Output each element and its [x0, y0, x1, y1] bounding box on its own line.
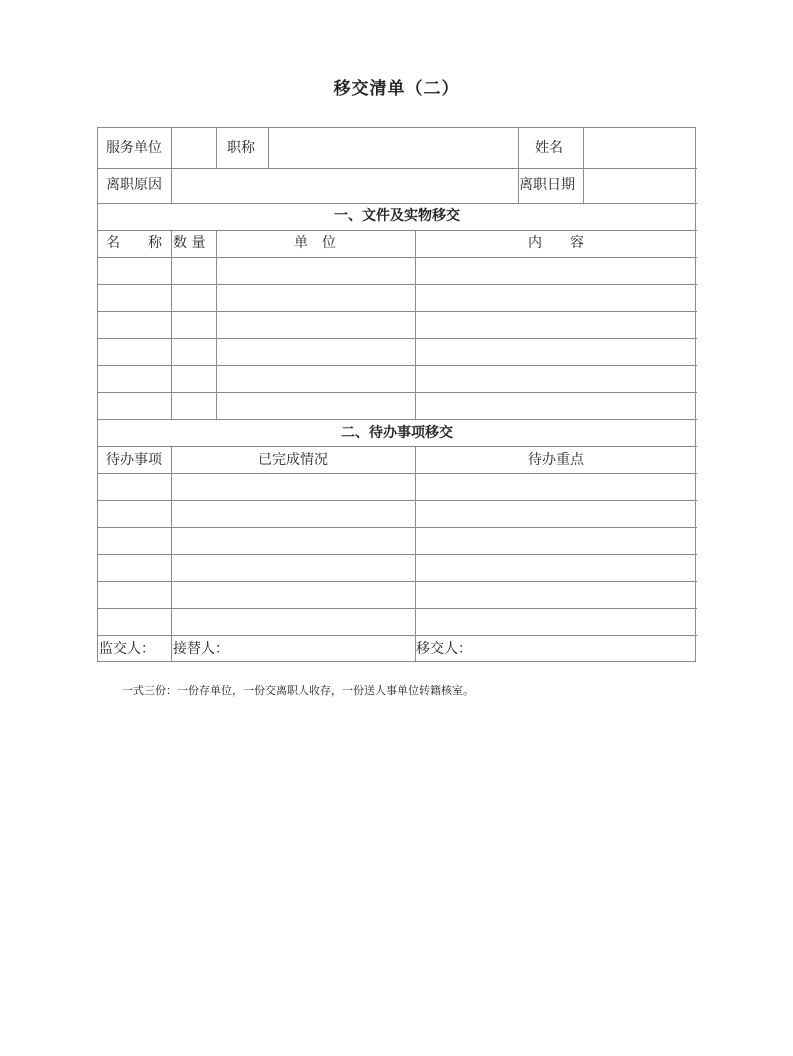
col-divider [216, 230, 217, 419]
col-divider [518, 128, 519, 168]
column-header-quantity: 数 量 [173, 235, 206, 251]
col-divider [415, 230, 416, 419]
service-unit-field[interactable] [174, 140, 214, 156]
row-divider [98, 608, 697, 609]
job-title-field[interactable] [272, 140, 512, 156]
column-header-content: 内 容 [528, 235, 584, 251]
row-divider [98, 284, 697, 285]
row-divider [98, 365, 697, 366]
row-divider [98, 473, 697, 474]
column-header-pending-item: 待办事项 [106, 452, 162, 468]
row-divider [98, 635, 697, 636]
footnote: 一式三份：一份存单位，一份交离职人收存，一份送人事单位转籍核室。 [122, 684, 474, 697]
row-divider [98, 203, 697, 204]
service-unit-label: 服务单位 [106, 140, 162, 156]
row-divider [98, 446, 697, 447]
col-divider [268, 128, 269, 168]
job-title-label: 职称 [227, 140, 255, 156]
row-divider [98, 257, 697, 258]
col-divider [583, 128, 584, 168]
successor-label: 接替人： [173, 641, 229, 657]
section2-title: 二、待办事项移交 [341, 425, 453, 441]
page-title: 移交清单（二） [333, 79, 460, 99]
handover-form [97, 127, 696, 662]
row-divider [98, 311, 697, 312]
row-divider [98, 230, 697, 231]
col-divider [171, 230, 172, 419]
col-divider [415, 446, 416, 662]
column-header-pending-focus: 待办重点 [528, 452, 584, 468]
leave-reason-label: 离职原因 [106, 177, 162, 193]
name-field[interactable] [588, 140, 692, 156]
row-divider [98, 338, 697, 339]
row-divider [98, 500, 697, 501]
supervisor-label: 监交人： [99, 641, 155, 657]
row-divider [98, 554, 697, 555]
transferor-label: 移交人： [416, 641, 472, 657]
col-divider [171, 446, 172, 662]
row-divider [98, 392, 697, 393]
col-divider [171, 128, 172, 168]
name-label: 姓名 [535, 140, 563, 156]
row-divider [98, 419, 697, 420]
section1-title: 一、文件及实物移交 [334, 208, 460, 224]
row-divider [98, 168, 697, 169]
col-divider [583, 168, 584, 203]
column-header-name: 名 称 [106, 235, 162, 251]
leave-date-label: 离职日期 [519, 177, 575, 193]
col-divider [171, 168, 172, 203]
leave-reason-field[interactable] [176, 177, 512, 193]
leave-date-field[interactable] [588, 177, 692, 193]
col-divider [216, 128, 217, 168]
row-divider [98, 581, 697, 582]
column-header-unit: 单 位 [294, 235, 336, 251]
column-header-completion: 已完成情况 [258, 452, 328, 468]
row-divider [98, 527, 697, 528]
